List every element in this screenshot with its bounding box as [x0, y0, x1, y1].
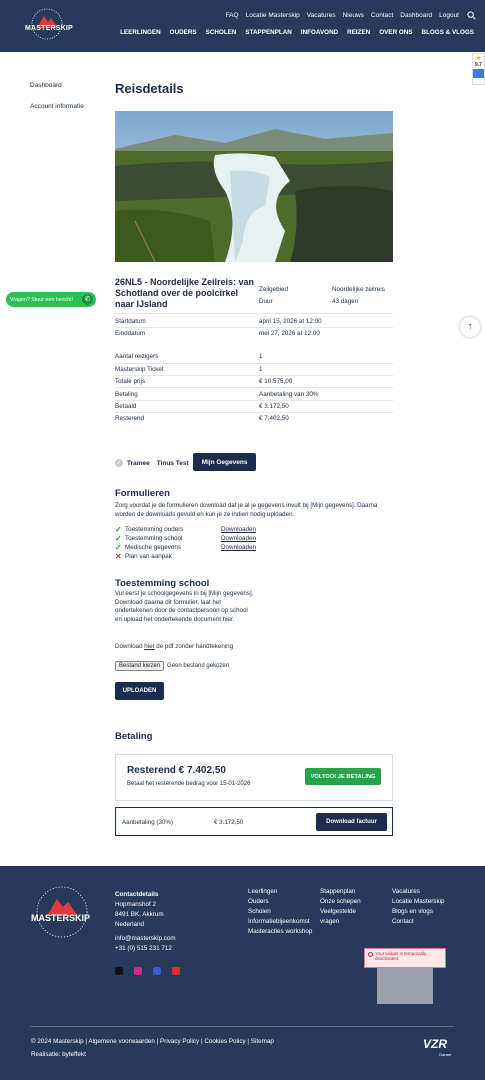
facebook-icon[interactable]: [153, 967, 161, 975]
trip-title: 26NL5 - Noordelijke Zeilreis: van Schotland over de poolcirkel naar IJsland: [115, 277, 255, 309]
duur-value: 43 dagen: [332, 298, 359, 305]
vzr-sub: Garant: [439, 1052, 452, 1057]
startdatum-label: Startdatum: [115, 318, 146, 325]
nav-leerlingen[interactable]: LEERLINGEN: [120, 29, 161, 36]
whatsapp-text: Vragen? Stuur een bericht!: [10, 296, 74, 303]
footer-link-contact[interactable]: Contact: [392, 918, 414, 925]
aantal-reizigers-value: 1: [259, 353, 263, 360]
mijn-gegevens-button[interactable]: Mijn Gegevens: [193, 453, 256, 471]
check-circle-icon: ✓: [116, 460, 122, 466]
footer-link-informatiebijeenkomst[interactable]: Informatiebijeenkomst: [248, 918, 310, 925]
form-row-plan-van-aanpak: [115, 552, 172, 561]
divider: [115, 313, 393, 314]
nav-stappenplan[interactable]: STAPPENPLAN: [245, 29, 292, 36]
whatsapp-icon: ✆: [82, 294, 93, 305]
alert-icon: [368, 952, 373, 957]
payment-box: [115, 754, 393, 801]
logo-text: MASTERSKIP: [25, 25, 73, 32]
download-pdf-text: [115, 643, 233, 652]
review-score: 9.7: [475, 62, 482, 68]
form-label: Toestemming ouders: [125, 526, 184, 533]
address-line: Nederland: [115, 921, 145, 928]
address-line: 8491 BK, Akkrum: [115, 911, 164, 918]
footer-link-ouders[interactable]: Ouders: [248, 898, 269, 905]
divider: [115, 400, 393, 401]
form-row-toestemming-school: [115, 534, 257, 543]
top-link-contact[interactable]: Contact: [370, 12, 394, 19]
trainee-row: [115, 459, 192, 467]
einddatum-label: Einddatum: [115, 330, 146, 337]
school-title: Toestemming school: [115, 578, 210, 589]
invoice-box: [115, 807, 393, 836]
divider: [115, 363, 393, 364]
divider: [115, 412, 393, 413]
betaald-value: € 3.172,50: [259, 403, 289, 410]
site-footer: [0, 866, 485, 1080]
address-line: Hopmanshof 2: [115, 901, 156, 908]
footer-email[interactable]: info@masterskip.com: [115, 935, 176, 942]
top-link-nieuws[interactable]: Nieuws: [342, 12, 364, 19]
resterend-label: Resterend: [115, 415, 145, 422]
top-link-faq[interactable]: FAQ: [225, 12, 239, 19]
form-label: Medische gegevens: [125, 544, 182, 551]
download-pdf-link[interactable]: hier: [144, 643, 155, 650]
trip-photo: [115, 111, 393, 262]
forms-intro: Zorg voordat je de formulieren download dat je al je gegevens invult bij [Mijn gegevens]. Daarna worden de downloads gevuld en kun je ze indien nodig uploaden.: [115, 502, 378, 518]
betaald-label: Betaald: [115, 403, 137, 410]
site-header: [0, 0, 485, 52]
betaling-label: Betaling: [115, 391, 138, 398]
totale-prijs-value: € 10.575,00: [259, 378, 293, 385]
vzr-logo: VZR: [423, 1037, 447, 1051]
divider: [115, 387, 393, 388]
footer-link-veelgestelde-vragen[interactable]: Veelgestelde vragen: [320, 908, 357, 925]
nav-scholen[interactable]: SCHOLEN: [205, 29, 237, 36]
main-nav: [120, 29, 474, 36]
form-row-medische-gegevens: [115, 543, 257, 552]
whatsapp-chat-button[interactable]: [6, 292, 96, 307]
arrow-up-icon: ↑: [467, 321, 473, 332]
sidebar-item-dashboard[interactable]: Dashboard: [30, 82, 62, 89]
download-link-school[interactable]: Downloaden: [221, 535, 257, 542]
form-row-toestemming-ouders: [115, 525, 257, 534]
download-suffix: de pdf zonder handtekening: [154, 643, 234, 650]
footer-link-locatie[interactable]: Locatie Masterskip: [392, 898, 445, 905]
download-link-ouders[interactable]: Downloaden: [221, 526, 257, 533]
startdatum-value: april 15, 2026 at 12:00: [259, 318, 322, 325]
footer-link-scholen[interactable]: Scholen: [248, 908, 271, 915]
zeilgebied-value: Noordelijke zeilreis: [332, 286, 385, 293]
star-icon: ★: [475, 55, 482, 62]
trainee-name: Tinus Test: [156, 459, 189, 467]
footer-divider: [30, 1026, 454, 1027]
zeilgebied-label: Zeilgebied: [259, 286, 289, 293]
einddatum-value: mei 27, 2026 at 12:00: [259, 330, 320, 337]
check-icon: ✓: [115, 543, 122, 552]
footer-credit[interactable]: Realisatie: byteffekt: [31, 1051, 86, 1058]
file-status: Geen bestand gekozen: [167, 663, 230, 669]
download-link-medisch[interactable]: Downloaden: [221, 544, 257, 551]
widget-placeholder: [377, 968, 433, 1004]
top-link-locatie[interactable]: Locatie Masterskip: [245, 12, 300, 19]
ticket-label: Masterskip Ticket: [115, 366, 164, 373]
youtube-icon[interactable]: [172, 967, 180, 975]
resterend-value: € 7.402,50: [259, 415, 289, 422]
footer-link-blogs[interactable]: Blogs en vlogs: [392, 908, 433, 915]
invoice-amount: € 3.172,50: [214, 819, 244, 826]
divider: [115, 327, 393, 328]
remaining-sub: Betaal het resterende bedrag voor 15-01-2026: [127, 781, 251, 787]
download-prefix: Download: [115, 643, 145, 650]
footer-link-stappenplan[interactable]: Stappenplan: [320, 888, 356, 895]
remaining-title: Resterend € 7.402,50: [127, 765, 226, 776]
choose-file-button[interactable]: Bestand kiezen: [115, 661, 164, 671]
complete-payment-button[interactable]: VOLTOOI JE BETALING: [305, 768, 381, 785]
scroll-to-top-button[interactable]: [460, 317, 480, 337]
footer-phone[interactable]: +31 (0) 515 231 712: [115, 945, 172, 952]
trainee-role: Trainee: [127, 459, 150, 467]
social-links: [115, 967, 180, 975]
upload-button[interactable]: UPLOADEN: [115, 682, 164, 700]
footer-col-2: [320, 887, 370, 927]
footer-logo-text: MASTERSKIP: [31, 913, 91, 923]
sidebar-item-account-informatie[interactable]: Account informatie: [30, 103, 84, 110]
cross-icon: ✕: [115, 552, 122, 561]
check-icon: ✓: [115, 534, 122, 543]
tiktok-icon[interactable]: [115, 967, 123, 975]
review-widget[interactable]: [472, 53, 485, 85]
nav-ouders[interactable]: OUDERS: [169, 29, 197, 36]
payment-title: Betaling: [115, 731, 153, 742]
invoice-label: Aanbetaling (30%): [122, 819, 173, 826]
check-icon: ✓: [115, 525, 122, 534]
nav-infoavond[interactable]: INFOAVOND: [300, 29, 339, 36]
contact-title: Contactdetails: [115, 891, 159, 898]
forms-title: Formulieren: [115, 488, 170, 499]
footer-link-leerlingen[interactable]: Leerlingen: [248, 888, 278, 895]
account-sidebar: [30, 82, 84, 124]
widget-error-box: [364, 948, 446, 968]
chat-icon[interactable]: [473, 69, 484, 78]
download-invoice-button[interactable]: Download factuur: [316, 813, 387, 831]
top-link-vacatures[interactable]: Vacatures: [306, 12, 336, 19]
school-text: Vul eerst je schoolgegevens in bij [Mijn gegevens]. Download daarna dit formulier, laat het ondertekenen door de contactpersoon op school en upload het ondertekende document hier.: [115, 590, 254, 623]
footer-legal[interactable]: © 2024 Masterskip | Algemene voorwaarden | Privacy Policy | Cookies Policy | Sitemap: [31, 1038, 274, 1045]
search-icon[interactable]: [467, 11, 476, 20]
footer-link-masteracties[interactable]: Masteracties workshop: [248, 928, 313, 935]
divider: [115, 375, 393, 376]
top-links: [226, 12, 459, 19]
footer-col-1: [248, 887, 318, 937]
widget-error-text: Your widget is temporarily deactivated.: [375, 951, 427, 961]
nav-reizen[interactable]: REIZEN: [347, 29, 371, 36]
page-title: Reisdetails: [115, 81, 184, 96]
form-label: Toestemming school: [125, 535, 183, 542]
betaling-value: Aanbetaling van 30%: [259, 391, 319, 398]
totale-prijs-label: Totale prijs: [115, 378, 146, 385]
file-upload-row: [115, 661, 229, 671]
form-label: Plan van aanpak: [125, 553, 172, 560]
footer-col-3: [392, 887, 445, 927]
duur-label: Duur: [259, 298, 273, 305]
top-link-dashboard[interactable]: Dashboard: [400, 12, 433, 19]
footer-contact: [115, 890, 176, 954]
footer-link-vacatures[interactable]: Vacatures: [392, 888, 420, 895]
footer-link-onze-schepen[interactable]: Onze schepen: [320, 898, 361, 905]
nav-blogs-vlogs[interactable]: BLOGS & VLOGS: [421, 29, 474, 36]
top-link-logout[interactable]: Logout: [439, 12, 459, 19]
ticket-value: 1: [259, 366, 263, 373]
aantal-reizigers-label: Aantal reizigers: [115, 353, 159, 360]
instagram-icon[interactable]: [134, 967, 142, 975]
nav-over-ons[interactable]: OVER ONS: [379, 29, 413, 36]
